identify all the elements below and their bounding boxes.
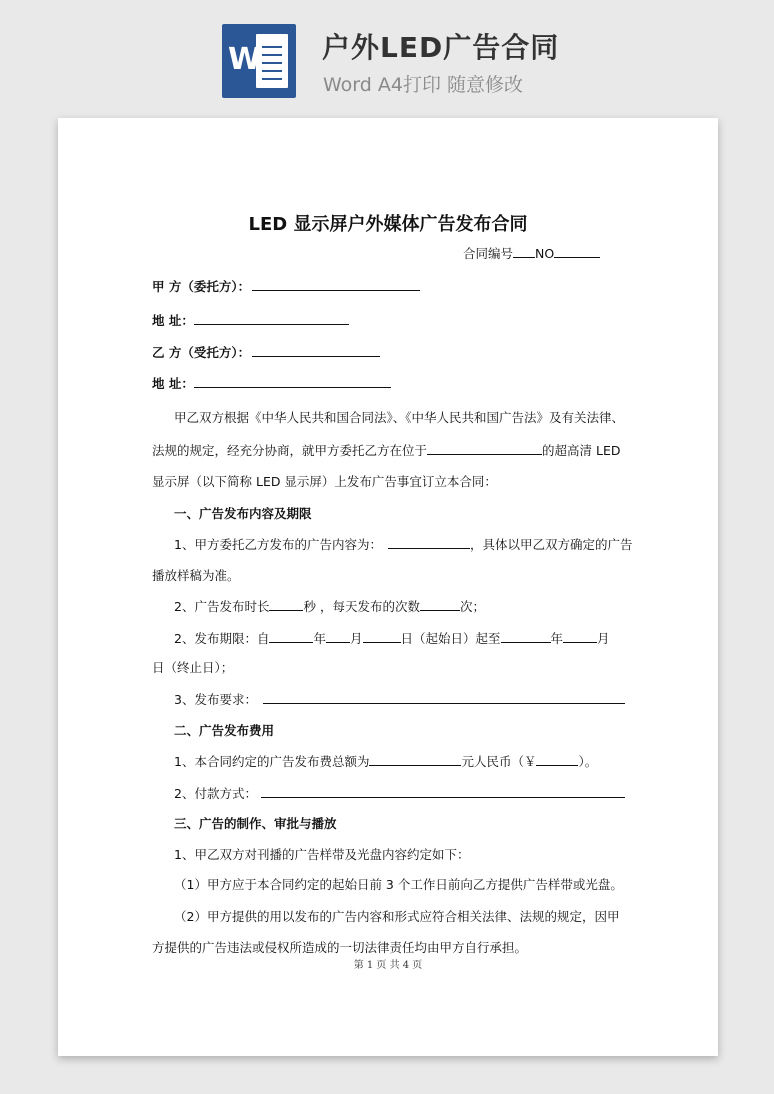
party-a-address-label: 地 址： — [152, 313, 194, 328]
s1-item-1-end: ，具体以甲乙双方确定的广告 — [469, 537, 633, 552]
intro-line-2-text: 法规的规定，经充分协商，就甲方委托乙方在位于 — [152, 443, 428, 458]
s1-item-4 — [174, 690, 625, 709]
contract-number-prefix: NO — [535, 246, 555, 261]
s3-item-1: 1、甲乙双方对刊播的广告样带及光盘内容约定如下： — [174, 847, 470, 862]
party-a-row — [152, 277, 420, 296]
s2-item-2-text: 2、付款方式： — [174, 786, 257, 801]
s1-item-2-end: 次； — [459, 599, 485, 614]
section-3-heading: 三、广告的制作、审批与播放 — [174, 816, 337, 831]
intro-line-2 — [152, 441, 620, 460]
s1-year-label-2: 年 — [550, 631, 564, 646]
s1-item-3-mid: 日（起始日）起至 — [400, 631, 501, 646]
party-b-address-row — [152, 374, 391, 393]
s1-item-2 — [174, 597, 485, 616]
document-title: LED 显示屏户外媒体广告发布合同 — [248, 214, 528, 235]
word-icon — [222, 24, 296, 98]
section-1-heading: 一、广告发布内容及期限 — [174, 506, 312, 521]
document-page — [58, 118, 718, 1056]
word-letter: W — [228, 42, 262, 77]
s1-month-label-2: 月 — [597, 631, 610, 646]
party-a-label: 甲 方（委托方）： — [152, 279, 251, 294]
page-footer: 第 1 页 共 4 页 — [353, 960, 423, 971]
s2-item-1-text: 1、本合同约定的广告发布费总额为 — [174, 754, 370, 769]
intro-line-3: 显示屏（以下简称 LED 显示屏）上发布广告事宜订立本合同： — [152, 474, 497, 489]
page-title: 户外LED广告合同 — [322, 31, 560, 64]
s1-year-label: 年 — [313, 631, 326, 646]
party-b-address-label: 地 址： — [152, 376, 194, 391]
party-b-row — [152, 343, 380, 362]
contract-number — [463, 244, 600, 263]
s1-item-1-text: 1、甲方委托乙方发布的广告内容为： — [174, 537, 382, 552]
s1-item-2-mid: 秒 ，每天发布的次数 — [303, 599, 420, 614]
party-b-label: 乙 方（受托方）： — [152, 345, 251, 360]
s1-item-2-text: 2、广告发布时长 — [174, 599, 270, 614]
s3-item-1-2-cont: 方提供的广告违法或侵权所造成的一切法律责任均由甲方自行承担。 — [152, 940, 528, 955]
s1-item-3 — [174, 629, 610, 648]
s3-item-1-1: （1）甲方应于本合同约定的起始日前 3 个工作日前向乙方提供广告样带或光盘。 — [174, 877, 623, 892]
s2-item-1-end: ）。 — [578, 754, 598, 769]
s1-item-3-cont: 日（终止日）； — [152, 660, 234, 675]
s1-item-3-text: 2、发布期限：自 — [174, 631, 270, 646]
header — [0, 0, 774, 110]
page-subtitle: Word A4打印 随意修改 — [323, 74, 524, 96]
s1-item-4-text: 3、发布要求： — [174, 692, 257, 707]
party-a-address-row — [152, 311, 349, 330]
section-2-heading: 二、广告发布费用 — [174, 723, 275, 738]
s1-month-label: 月 — [349, 631, 363, 646]
contract-number-label: 合同编号 — [463, 246, 514, 261]
s2-item-1 — [174, 752, 597, 771]
s1-item-1 — [174, 535, 632, 554]
intro-line-2-end: 的超高清 LED — [542, 443, 621, 458]
s2-item-2 — [174, 784, 625, 803]
s3-item-1-2: （2）甲方提供的用以发布的广告内容和形式应符合相关法律、法规的规定，因甲 — [174, 909, 620, 924]
s1-item-1-cont: 播放样稿为准。 — [152, 568, 240, 583]
s2-item-1-mid: 元人民币（￥ — [461, 754, 537, 769]
intro-line-1: 甲乙双方根据《中华人民共和国合同法》、《中华人民共和国广告法》及有关法律、 — [174, 410, 625, 425]
